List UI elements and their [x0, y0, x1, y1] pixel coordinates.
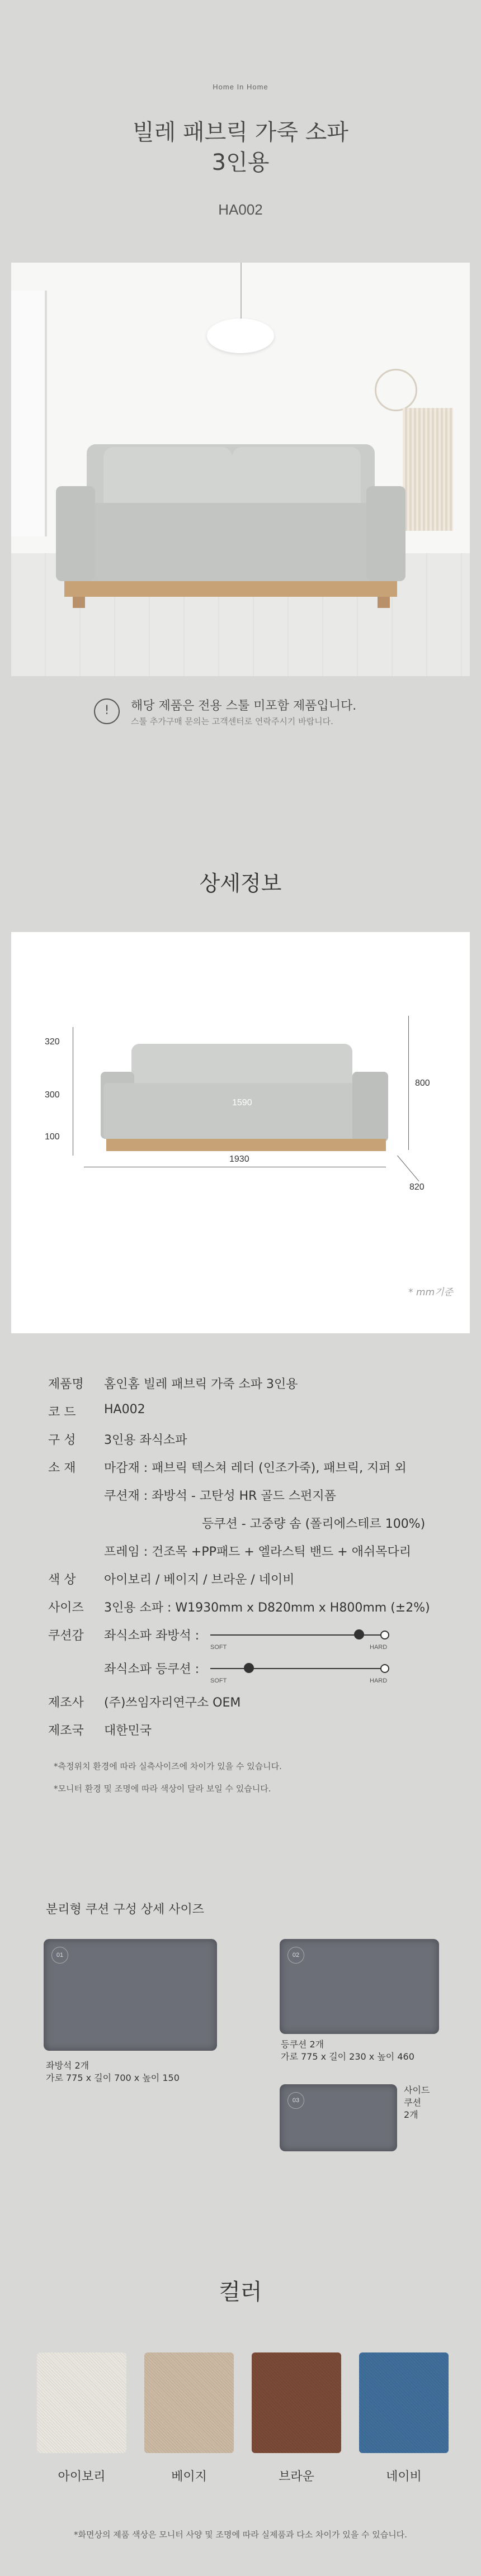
dim-sofa-base [106, 1139, 386, 1151]
cushion-seat-image [44, 1939, 217, 2051]
cushion-back-count: 등쿠션 2개 [281, 2039, 324, 2050]
cushion-side-label: 쿠션 [404, 2097, 421, 2108]
dim-total-width: 1930 [229, 1154, 249, 1164]
dreamcatcher-decor [375, 369, 417, 411]
spec-label: 코 드 [48, 1405, 76, 1419]
unit-note: * mm기준 [408, 1287, 453, 1298]
dim-sofa-seat [103, 1083, 386, 1139]
detail-heading: 상세정보 [199, 871, 282, 896]
slider-knob [244, 1663, 254, 1673]
cushion-side-image [280, 2084, 397, 2151]
slider-knob [354, 1629, 364, 1639]
product-title [0, 117, 481, 178]
dim-leg-height: 100 [45, 1132, 60, 1142]
spec-label: 구 성 [48, 1433, 76, 1447]
sofa-leg [378, 597, 390, 608]
sofa-leg [73, 597, 85, 608]
sofa-seat [62, 503, 400, 581]
spec-value: 좌식소파 등쿠션 : [104, 1662, 200, 1676]
sofa-arm-right [366, 486, 405, 581]
dim-total-depth: 820 [409, 1182, 425, 1192]
notice-line2: 스툴 추가구매 문의는 고객센터로 연락주시기 바랍니다. [131, 716, 333, 726]
slider-soft-label: SOFT [210, 1644, 227, 1651]
color-swatch-brown [252, 2352, 341, 2453]
spec-value: 마감재 : 패브릭 텍스쳐 레더 (인조가죽), 패브릭, 지퍼 외 [104, 1461, 407, 1475]
cushion-seat-count: 좌방석 2개 [46, 2060, 89, 2071]
color-swatch-beige [144, 2352, 234, 2453]
sofa-arm-left [56, 486, 95, 581]
dim-sofa-arm-right [352, 1072, 388, 1142]
info-icon: ! [94, 698, 120, 724]
notice-line1: 해당 제품은 전용 스툴 미포함 제품입니다. [131, 699, 357, 713]
back-firmness-slider [210, 1663, 389, 1684]
photo-window [11, 291, 47, 536]
cushion-seat-text [46, 2060, 180, 2084]
spec-value: 3인용 소파 : W1930mm x D820mm x H800mm (±2%) [104, 1601, 430, 1615]
color-label: 아이보리 [58, 2470, 106, 2484]
product-code: HA002 [218, 201, 263, 218]
seat-firmness-slider [210, 1629, 389, 1651]
spec-value: 등쿠션 - 고중량 솜 (폴리에스테르 100%) [202, 1517, 426, 1531]
sofa-wood-base [64, 581, 397, 597]
slider-end [380, 1664, 389, 1673]
spec-label: 사이즈 [48, 1601, 84, 1615]
spec-value: 프레임 : 건조목 +PP패드 + 엘라스틱 밴드 + 애쉬목다리 [104, 1545, 411, 1559]
product-title-line2: 3인용 [211, 150, 270, 175]
spec-value: 3인용 좌식소파 [104, 1433, 187, 1447]
spec-label: 제품명 [48, 1377, 84, 1391]
color-label: 브라운 [279, 2470, 314, 2484]
spec-value: (주)쓰임자리연구소 OEM [104, 1696, 241, 1710]
slider-track [210, 1668, 389, 1669]
spec-value: 홈인홈 빌레 패브릭 가죽 소파 3인용 [104, 1377, 298, 1391]
spec-value: 아이보리 / 베이지 / 브라운 / 네이비 [104, 1573, 295, 1587]
slider-hard-label: HARD [370, 1644, 388, 1651]
cushion-section-heading: 분리형 쿠션 구성 상세 사이즈 [46, 1903, 204, 1917]
spec-value: 대한민국 [104, 1724, 152, 1738]
slider-soft-label: SOFT [210, 1677, 227, 1684]
spec-value: 좌식소파 좌방석 : [104, 1629, 200, 1643]
dim-total-height: 800 [415, 1078, 430, 1088]
cushion-number: 02 [287, 1947, 304, 1964]
spec-value: HA002 [104, 1403, 145, 1417]
spec-note: *측정위치 환경에 따라 실측사이즈에 차이가 있을 수 있습니다. [54, 1761, 282, 1771]
cushion-back-image [280, 1939, 439, 2034]
spec-note: *모니터 환경 및 조명에 따라 색상이 달라 보일 수 있습니다. [54, 1784, 271, 1794]
macrame-decor [403, 408, 453, 531]
color-swatch-ivory [37, 2352, 126, 2453]
cushion-back-text [281, 2038, 414, 2063]
brand-name: Home In Home [213, 83, 268, 91]
lamp-cord [240, 263, 242, 324]
spec-label: 색 상 [48, 1573, 76, 1587]
color-heading: 컬러 [219, 2279, 262, 2305]
cushion-side-label: 사이드 [404, 2085, 430, 2095]
slider-end [380, 1631, 389, 1639]
product-photo [11, 263, 470, 676]
cushion-number: 03 [287, 2092, 304, 2109]
spec-label: 제조사 [48, 1696, 84, 1710]
cushion-back-size: 가로 775 x 길이 230 x 높이 460 [281, 2051, 414, 2062]
spec-label: 소 재 [48, 1461, 76, 1475]
dim-seat-height: 300 [45, 1090, 60, 1100]
color-label: 네이비 [386, 2470, 422, 2484]
dim-seat-width: 1590 [232, 1098, 252, 1108]
pendant-lamp [207, 319, 274, 353]
cushion-seat-size: 가로 775 x 길이 700 x 높이 150 [46, 2073, 180, 2083]
cushion-number: 01 [51, 1947, 68, 1964]
cushion-side-count: 2개 [404, 2109, 418, 2120]
spec-label: 제조국 [48, 1724, 84, 1738]
dim-depth-line [397, 1156, 419, 1182]
spec-label: 쿠션감 [48, 1629, 84, 1643]
color-note: *화면상의 제품 색상은 모니터 사양 및 조명에 따라 실제품과 다소 차이가 있을 수 있습니다. [74, 2530, 407, 2540]
dim-back-height: 320 [45, 1037, 60, 1047]
slider-hard-label: HARD [370, 1677, 388, 1684]
color-label: 베이지 [171, 2470, 207, 2484]
product-title-line1: 빌레 패브릭 가죽 소파 [133, 120, 348, 145]
spec-value: 쿠션재 : 좌방석 - 고탄성 HR 골드 스펀지폼 [104, 1489, 336, 1503]
dimension-diagram [11, 932, 470, 1333]
color-swatch-navy [359, 2352, 449, 2453]
cushion-side-text [404, 2084, 430, 2121]
dim-height-line-right [408, 1016, 409, 1150]
